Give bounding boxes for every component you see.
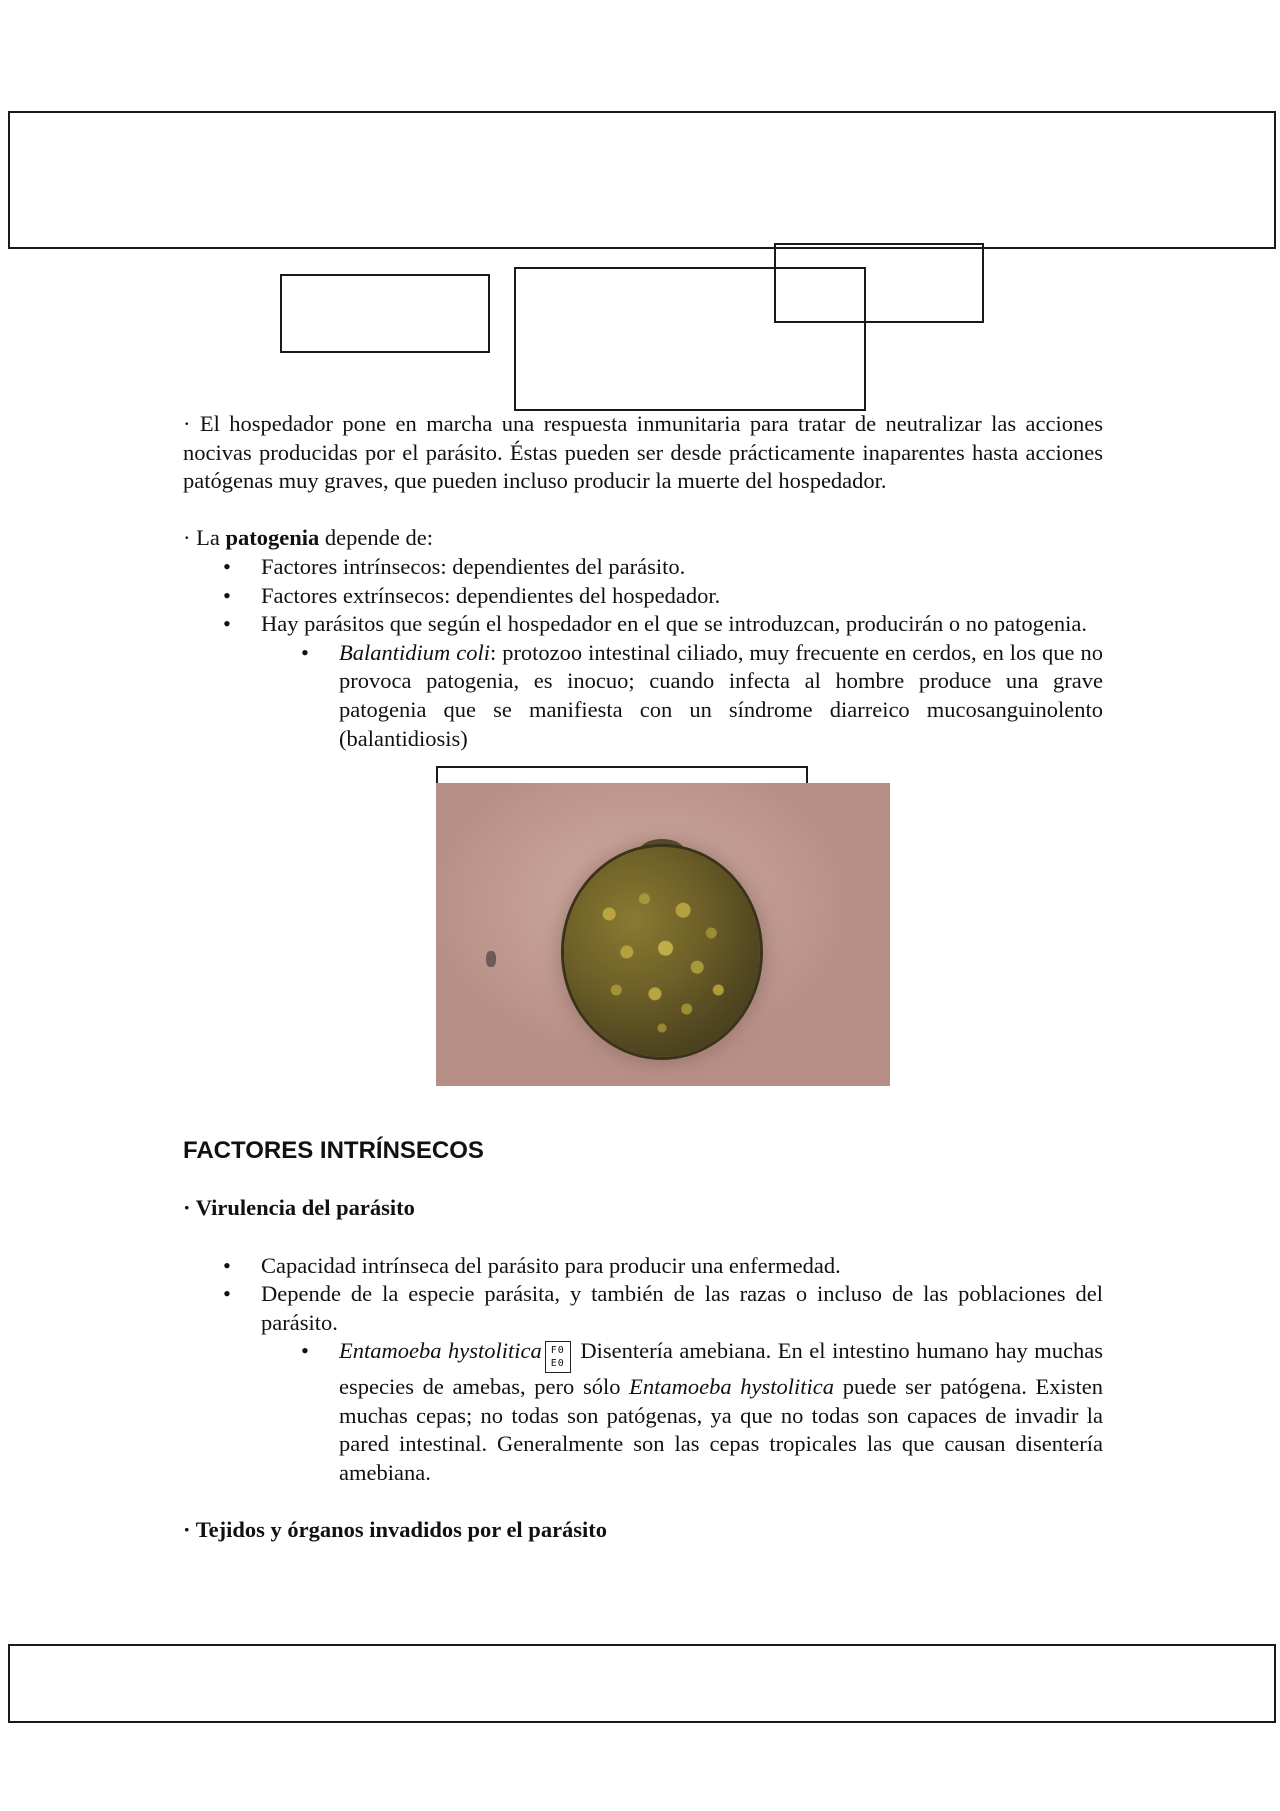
species-name: Balantidium coli — [339, 639, 490, 665]
list-item: • Depende de la especie parásita, y también de las razas o incluso de las poblaciones del parásito. • Entamoeba hystolitica F0 E0 Disentería amebiana. En el intestino humano hay muchas especies de amebas, pero sólo Entamoeba hystolitica puede ser patógena. Existen muchas cepas; no todas son patógenas, ya que no todas son capaces de invadir la pared intestinal. Generalmente son las cepas tropicales las que causan disentería amebiana. — [183, 1280, 1103, 1488]
list-item: • Factores intrínsecos: dependientes del parásito. — [183, 553, 1103, 582]
logo-frame-right — [774, 243, 984, 323]
intro-paragraph: · El hospedador pone en marcha una respuesta inmunitaria para tratar de neutralizar las acciones nocivas producidas por el parásito. Éstas pueden ser desde prácticamente inaparentes hasta acciones patógenas muy graves, que pueden incluso producir la muerte del hospedador. — [183, 411, 1103, 494]
list-item: • Hay parásitos que según el hospedador en el que se introduzcan, producirán o no patogenia. • Balantidium coli: protozoo intestinal ciliado, muy frecuente en cerdos, en los que no provoca patogenia, es inocuo; cuando infecta al hombre produce una grave patogenia que se manifiesta con un síndrome diarreico mucosanguinolento (balantidiosis) — [183, 610, 1103, 753]
section-title: FACTORES INTRÍNSECOS — [183, 1137, 484, 1165]
footer-frame — [8, 1644, 1276, 1723]
species-name: Entamoeba hystolitica — [629, 1374, 835, 1400]
document-body — [183, 410, 1103, 1545]
list-item: • Balantidium coli: protozoo intestinal ciliado, muy frecuente en cerdos, en los que no provoca patogenia, es inocuo; cuando infecta al hombre produce una grave patogenia que se manifiesta con un síndrome diarreico mucosanguinolento (balantidiosis) — [261, 639, 1103, 753]
balantidium-sublist — [261, 639, 1103, 753]
tejidos-title: · Tejidos y órganos invadidos por el parásito — [183, 1517, 608, 1543]
list-item: • Capacidad intrínseca del parásito para producir una enfermedad. — [183, 1252, 1103, 1281]
figure — [183, 753, 1103, 1093]
entamoeba-sublist — [261, 1337, 1103, 1487]
patogenia-list — [183, 553, 1103, 753]
header-frame — [8, 111, 1276, 249]
missing-glyph-icon: F0 E0 — [545, 1341, 571, 1373]
virulencia-list — [183, 1252, 1103, 1488]
balantidium-micrograph — [436, 783, 890, 1086]
list-item: • Factores extrínsecos: dependientes del hospedador. — [183, 582, 1103, 611]
list-item: • Entamoeba hystolitica F0 E0 Disentería amebiana. En el intestino humano hay muchas especies de amebas, pero sólo Entamoeba hystolitica puede ser patógena. Existen muchas cepas; no todas son patógenas, ya que no todas son capaces de invadir la pared intestinal. Generalmente son las cepas tropicales las que causan disentería amebiana. — [261, 1337, 1103, 1487]
species-name: Entamoeba hystolitica — [339, 1338, 542, 1364]
logo-frame-left — [280, 274, 490, 353]
virulencia-title: · Virulencia del parásito — [183, 1195, 415, 1221]
patogenia-lead: · La patogenia depende de: — [183, 525, 433, 551]
patogenia-term: patogenia — [225, 525, 320, 551]
